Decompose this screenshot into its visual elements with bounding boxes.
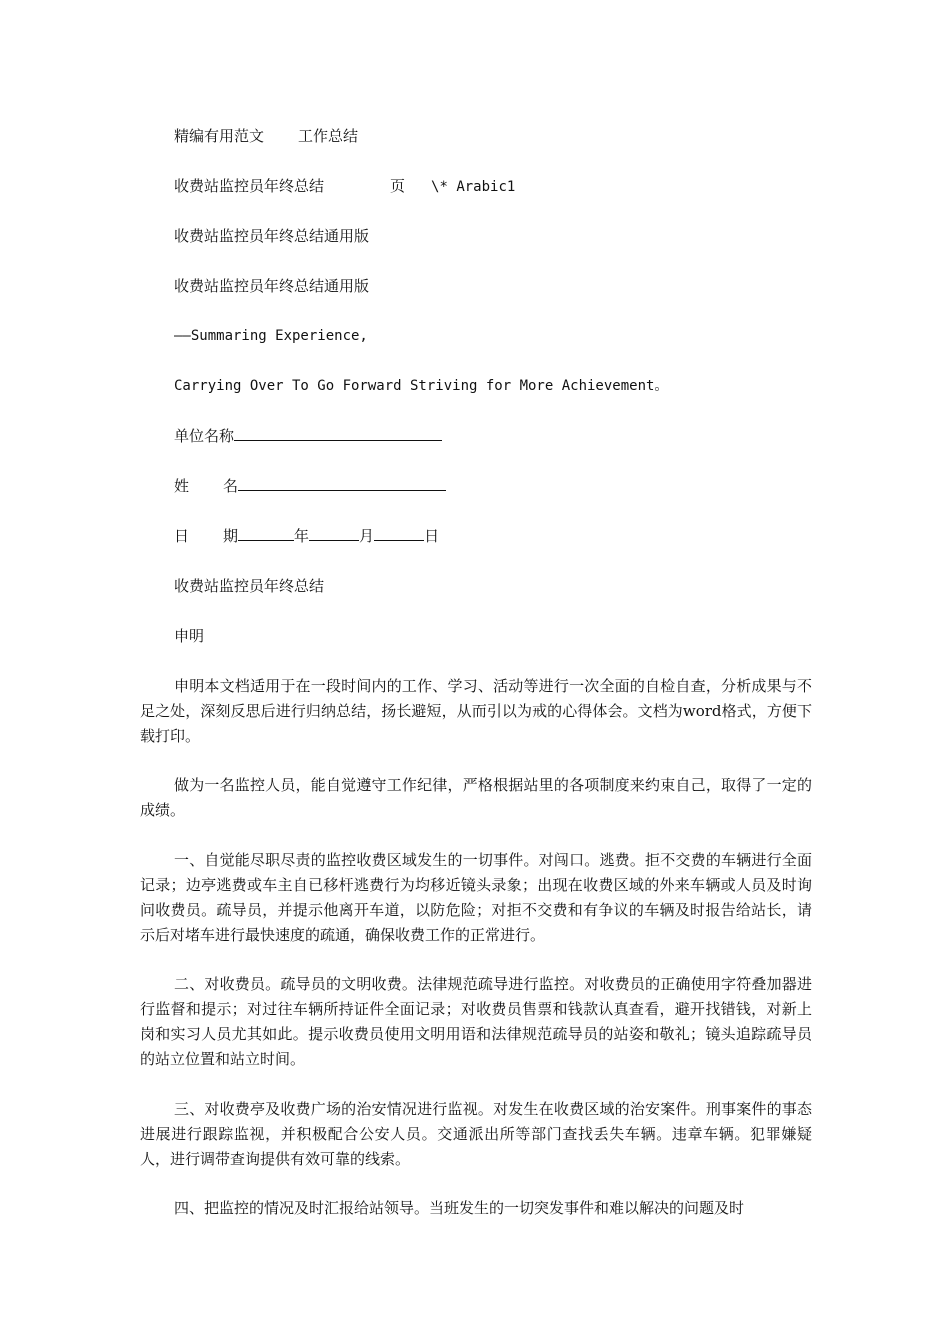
section-title: 收费站监控员年终总结: [174, 577, 325, 595]
year-blank: [238, 526, 294, 541]
form-unit-row: [174, 426, 442, 446]
name-blank: [238, 476, 446, 491]
header-label-right: 工作总结: [298, 127, 359, 145]
page-field-line: [174, 176, 515, 197]
day-blank: [374, 526, 424, 541]
document-title-repeat: 收费站监控员年终总结通用版: [174, 277, 370, 295]
month-blank: [309, 526, 359, 541]
paragraph-item-2: 二、对收费员。疏导员的文明收费。法律规范疏导进行监控。对收费员的正确使用字符叠加器进行监督和提示；对过往车辆所持证件全面记录；对收费员售票和钱款认真查看，避开找错钱，对新上岗和实习人员尤其如此。提示收费员使用文明用语和法律规范疏导员的站姿和敬礼；镜头追踪疏导员的站立位置和站立时间。: [140, 975, 812, 1068]
day-label: 日: [424, 527, 440, 545]
month-label: 月: [359, 527, 375, 545]
document-title: 收费站监控员年终总结通用版: [174, 227, 370, 245]
name-label-b: 名: [223, 477, 239, 495]
unit-blank: [234, 426, 442, 441]
header-line: [174, 126, 358, 146]
year-label: 年: [294, 527, 310, 545]
paragraph-intro: 做为一名监控人员，能自觉遵守工作纪律，严格根据站里的各项制度来约束自己，取得了一定的成绩。: [140, 776, 812, 819]
date-label-b: 期: [223, 527, 239, 545]
date-label-a: 日: [174, 527, 190, 545]
form-date-row: [174, 526, 439, 546]
paragraph-item-3: 三、对收费亭及收费广场的治安情况进行监视。对发生在收费区域的治安案件。刑事案件的事态进展进行跟踪监视，并积极配合公安人员。交通派出所等部门查找丢失车辆。违章车辆。犯罪嫌疑人，进行调带查询提供有效可靠的线索。: [140, 1100, 812, 1168]
paragraph-statement: 申明本文档适用于在一段时间内的工作、学习、活动等进行一次全面的自检自查，分析成果与不足之处，深刻反思后进行归纳总结，扬长避短，从而引以为戒的心得体会。文档为word格式，方便下载打印。: [140, 677, 812, 745]
subtitle-line-2: Carrying Over To Go Forward Striving for More Achievement。: [174, 378, 669, 394]
page-field-char: 页: [390, 177, 406, 195]
paragraph-item-4: 四、把监控的情况及时汇报给站领导。当班发生的一切突发事件和难以解决的问题及时: [174, 1199, 745, 1217]
unit-label: 单位名称: [174, 427, 235, 445]
form-name-row: [174, 476, 446, 496]
page-field-title: 收费站监控员年终总结: [174, 177, 325, 195]
statement-title: 申明: [174, 627, 205, 645]
page-field-code: \* Arabic1: [431, 179, 516, 195]
paragraph-item-1: 一、自觉能尽职尽责的监控收费区域发生的一切事件。对闯口。逃费。拒不交费的车辆进行全面记录；边亭逃费或车主自已移杆逃费行为均移近镜头录象；出现在收费区域的外来车辆或人员及时询问收费员。疏导员，并提示他离开车道，以防危险；对拒不交费和有争议的车辆及时报告给站长，请示后对堵车进行最快速度的疏通，确保收费工作的正常进行。: [140, 851, 812, 944]
subtitle-line-1: ——Summaring Experience,: [174, 328, 368, 344]
header-label-left: 精编有用范文: [174, 127, 265, 145]
name-label-a: 姓: [174, 477, 190, 495]
